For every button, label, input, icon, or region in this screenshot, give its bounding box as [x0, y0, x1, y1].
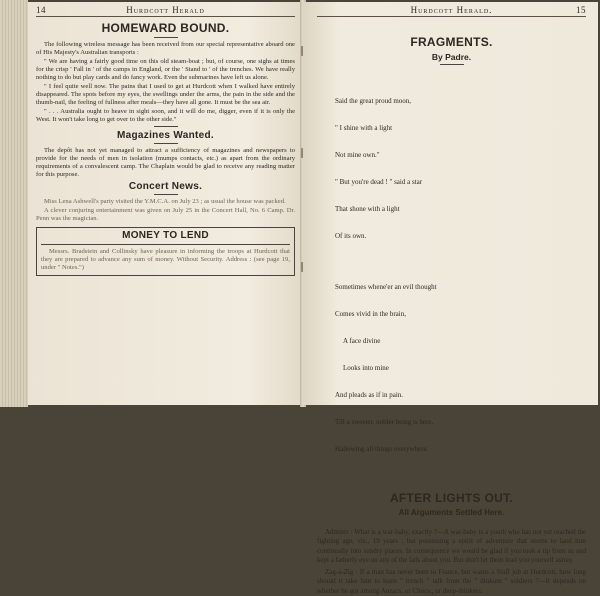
poem-line: And pleads as if in pain. — [335, 391, 404, 399]
divider — [41, 244, 290, 245]
homeward-paragraph: " We are having a fairly good time on this old steam-boat ; but, of course, one sighs at times for the crisp ' Fall in ' of the camps in England, or the ' Stand to ' of the trenches. We have really nothing to do but play cards and do fancy work. Even the submarines have left us alone. — [36, 58, 295, 81]
lights-out-heading: AFTER LIGHTS OUT. — [389, 491, 514, 505]
magazines-heading: Magazines Wanted. — [117, 130, 214, 141]
money-heading: MONEY TO LEND — [122, 230, 209, 241]
divider — [154, 194, 178, 195]
poem-line: Not mine own." — [335, 151, 380, 159]
divider — [317, 478, 586, 479]
poem-line: Sometimes whene'er an evil thought — [335, 283, 437, 291]
divider — [154, 126, 178, 127]
poem-line: A face divine — [343, 337, 381, 345]
poem-line: Till a sweeter, nobler being is here, — [335, 418, 434, 426]
right-page — [303, 2, 598, 595]
divider — [440, 64, 464, 65]
magazines-paragraph: The depôt has not yet managed to attract a sufficiency of magazines and newspapers to provide for the needs of men in isolation (mumps contacts, etc.) as apart from the ordinary requirements of a convalescent camp. The Chaplain would be glad to receive any reading matter for this purpose. — [36, 147, 295, 178]
concert-heading: Concert News. — [128, 181, 203, 192]
concert-paragraph: Miss Lena Ashwell's party visited the Y.M.C.A. on July 23 ; as usual the house was packed. — [44, 198, 286, 205]
divider — [317, 482, 586, 483]
fragments-byline: By Padre. — [431, 52, 472, 62]
left-running-title: Hurdcott Herald — [126, 5, 205, 15]
poem-stanza — [335, 265, 586, 472]
right-running-title: Hurdcott Herald. — [410, 5, 493, 15]
homeward-paragraph: " I feel quite well now. The pains that I used to get at Hurdcott when I walked have entirely disappeared. The spots before my eyes, the swellings under the arms, the pain in the side and the thumb-nail, the feeling of fullness after meals—they have all gone. It must be the sea air. — [36, 83, 295, 106]
right-page-number: 15 — [576, 5, 586, 15]
concert-paragraph: A clever conjuring entertainment was given on July 25 in the Concert Hall, No. 6 Camp. Dr. Penn was the magician. — [36, 207, 295, 222]
poem-line: " But you're dead ! " said a star — [335, 178, 423, 186]
right-running-head — [317, 5, 586, 17]
homeward-heading: HOMEWARD BOUND. — [101, 21, 230, 35]
homeward-paragraph: The following wireless message has been received from our special representative aboard one of His Majesty's Australian transports : — [36, 41, 295, 56]
fragments-heading: FRAGMENTS. — [410, 35, 493, 49]
poem-line: That shone with a light — [335, 205, 400, 213]
divider — [154, 143, 178, 144]
lights-out-subheading: All Arguments Settled Here. — [398, 508, 505, 517]
poem — [335, 79, 586, 472]
homeward-paragraph: " . . . Australia ought to heave in sight soon, and it will do me, digger, even if it is only the West. It won't take long to get over to the other side." — [36, 108, 295, 123]
poem-line: Hallowing all things everywhere. — [335, 445, 429, 453]
page-edges — [0, 0, 28, 407]
divider — [154, 37, 178, 38]
left-page — [28, 2, 303, 405]
lights-out-paragraph: Admirer : What is a war-baby, exactly ?—A war-baby is a youth who has not yet reached the fighting age, viz., 19 years ; but possessing a spirit of adventure that seems to land him continually into sundry places. In consequence we would be glad if you took a tip from us and kept a fatherly eye on any of the lads about you. But don't let them lead you yourself astray. — [317, 528, 586, 564]
poem-line: Of its own. — [335, 232, 367, 240]
poem-stanza — [335, 79, 586, 259]
poem-line: Comes vivid in the brain, — [335, 310, 406, 318]
money-paragraph: Messrs. Bradstein and Collinsky have pleasure in informing the troops at Hurdcott that they are prepared to advance any sum of money. Without Security. Address : (see page 19, under " Notes.") — [41, 248, 290, 271]
poem-line: Looks into mine — [343, 364, 389, 372]
divider — [440, 519, 464, 520]
poem-line: " I shine with a light — [335, 124, 393, 132]
left-running-head — [36, 5, 295, 17]
left-page-number: 14 — [36, 5, 46, 15]
lights-out-paragraph: Zag-a-Zig : If a man has never been to France, but wants a Staff job at Hurdcott, how long should it take him to learn " trench " talk from the " dinkum " soldiers ?—It depends on whether he got among Anzacs, or Chocs., or deep-thinkers. — [317, 568, 586, 595]
money-box — [36, 227, 295, 276]
poem-line: Said the great proud moon, — [335, 97, 412, 105]
